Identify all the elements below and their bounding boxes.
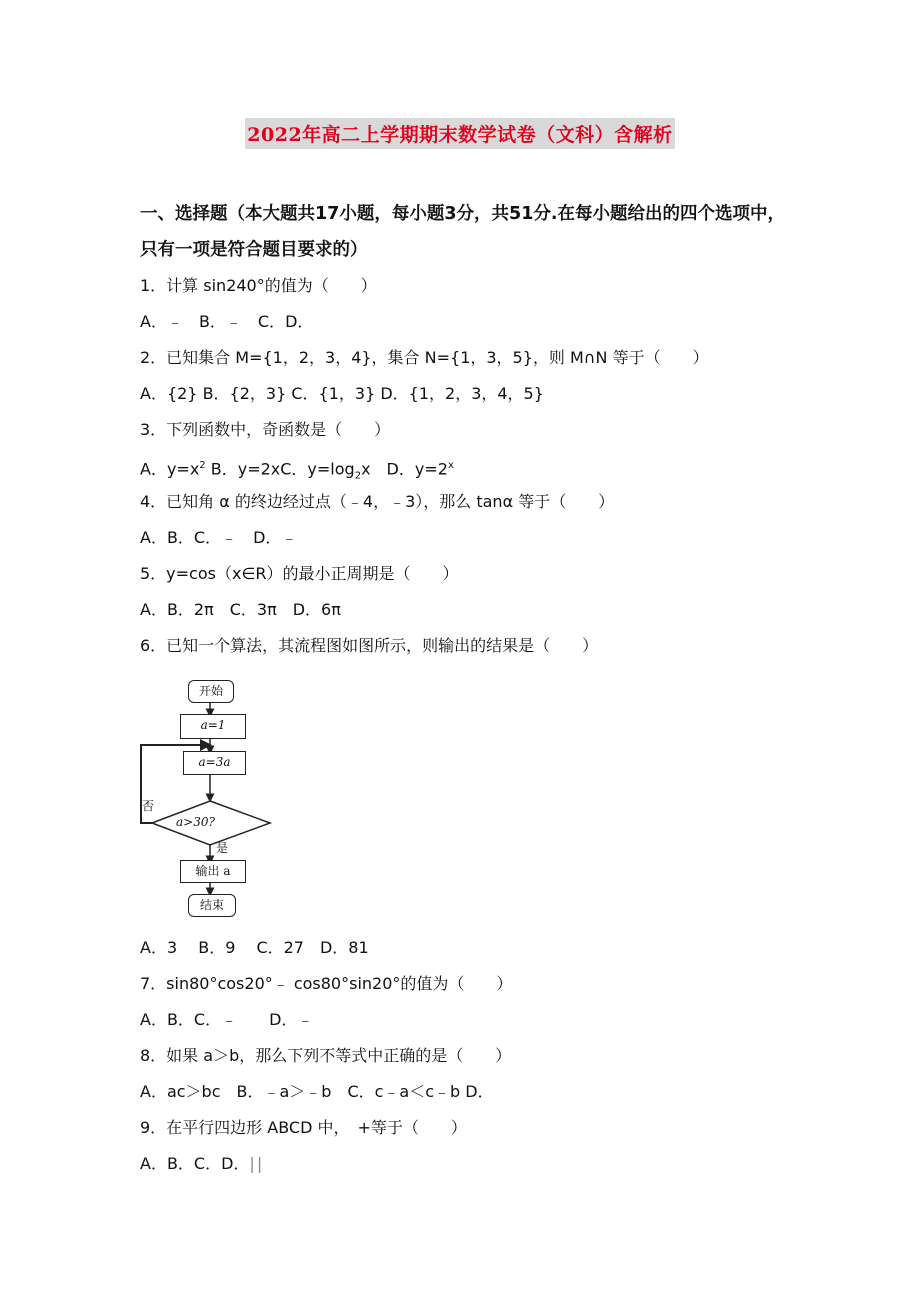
flow-condition: a>30? <box>176 815 215 829</box>
question-2-stem: 2．已知集合 M={1，2，3，4}，集合 N={1，3，5}，则 M∩N 等于（ ） <box>140 348 709 367</box>
section-heading: 一、选择题（本大题共17小题，每小题3分，共51分.在每小题给出的四个选项中，只有一项是符合题目要求的） <box>140 204 786 260</box>
flow-start: 开始 <box>188 680 234 703</box>
question-4-stem: 4．已知角 α 的终边经过点（﹣4，﹣3），那么 tanα 等于（ ） <box>140 492 615 511</box>
question-8-options: A．ac＞bc B．﹣a＞﹣b C．c﹣a＜c﹣b D． <box>140 1082 494 1101</box>
flow-step: a=3a <box>183 751 246 775</box>
question-8-stem: 8．如果 a＞b，那么下列不等式中正确的是（ ） <box>140 1046 512 1065</box>
question-3-options: A．$y=x^2$ B．y=2xC．$y=\log_2x$ D．$y=2^x$ <box>140 459 454 482</box>
flow-end: 结束 <box>188 894 236 917</box>
flow-init: a=1 <box>180 714 246 739</box>
question-9-options: A．B．C．D．|| <box>140 1154 265 1173</box>
question-4-options: A．B．C．﹣ D．﹣ <box>140 528 298 547</box>
question-9-stem: 9．在平行四边形 ABCD 中， +等于（ ） <box>140 1118 467 1137</box>
flow-yes-label: 是 <box>216 841 229 855</box>
magnitude-bars: || <box>249 1154 265 1173</box>
flow-output: 输出 a <box>180 860 246 883</box>
question-6-stem: 6．已知一个算法，其流程图如图所示，则输出的结果是（ ） <box>140 636 599 655</box>
question-3-stem: 3．下列函数中，奇函数是（ ） <box>140 420 391 439</box>
question-6-options: A．3 B．9 C．27 D．81 <box>140 938 369 957</box>
question-1-options: A．﹣ B．﹣ C．D． <box>140 312 314 331</box>
flow-no-label: 否 <box>142 799 155 813</box>
flowchart <box>138 676 273 924</box>
question-5-stem: 5．y=cos（x∈R）的最小正周期是（ ） <box>140 564 459 583</box>
question-1-stem: 1．计算 sin240°的值为（ ） <box>140 276 377 295</box>
question-7-stem: 7．sin80°cos20°﹣ cos80°sin20°的值为（ ） <box>140 974 513 993</box>
question-2-options: A．{2} B．{2，3} C．{1，3} D．{1，2，3，4，5} <box>140 384 544 403</box>
question-5-options: A．B．2π C．3π D．6π <box>140 600 341 619</box>
document-title: 2022年高二上学期期末数学试卷（文科）含解析 <box>0 118 920 149</box>
question-7-options: A．B．C．﹣ D．﹣ <box>140 1010 314 1029</box>
